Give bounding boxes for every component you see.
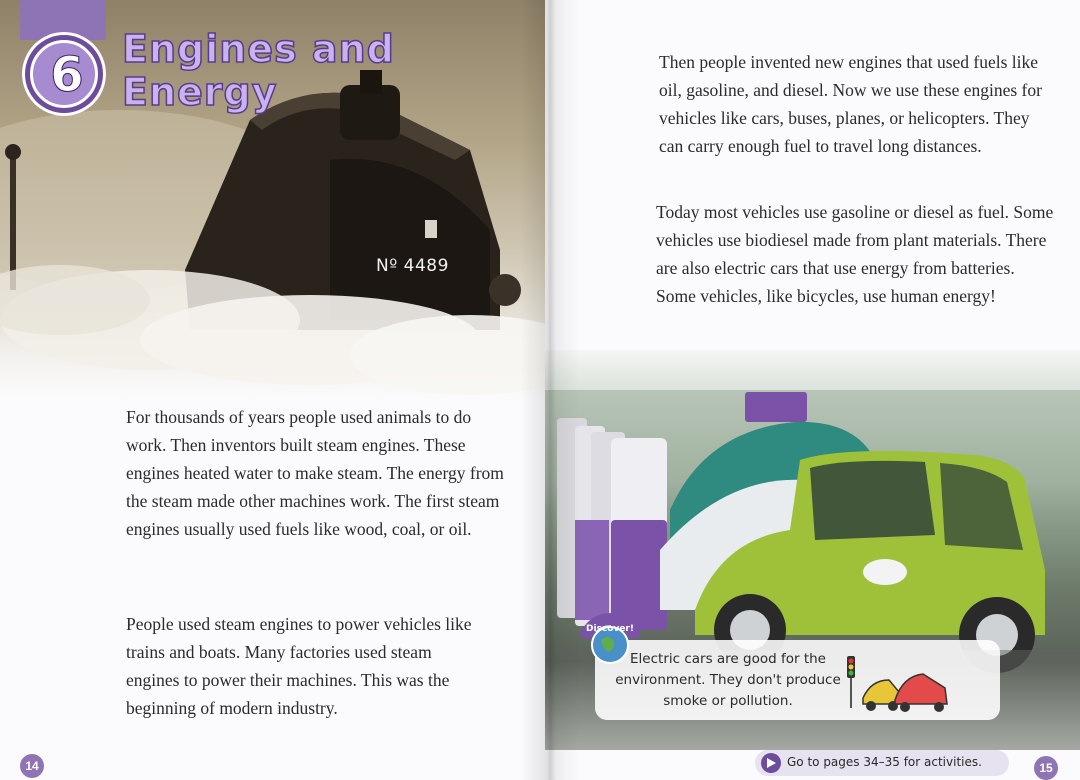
left-paragraph-2: People used steam engines to power vehicles like trains and boats. Many factories used steam engines to power their machines. This was the beginning of modern industry.	[126, 614, 472, 718]
cartoon-cars-traffic-light	[841, 646, 961, 716]
chapter-number: 6	[50, 47, 84, 103]
chapter-number-badge	[22, 32, 106, 116]
page-number-left: 14	[20, 754, 44, 778]
chapter-title: Engines and Energy	[122, 27, 395, 114]
left-paragraph-1: For thousands of years people used animals to do work. Then inventors built steam engines. These engines heated water to make steam. The energy from the steam made other machines work. The first steam engines usually used fuels like wood, coal, or oil.	[126, 407, 504, 539]
discover-text: Electric cars are good for the environment. They don't produce smoke or pollution.	[615, 651, 841, 709]
chapter-number-disc	[30, 40, 98, 108]
right-page	[545, 0, 1080, 780]
arrow-right-icon	[761, 753, 781, 773]
discover-label: Discover!	[586, 624, 634, 634]
activities-link-text: Go to pages 34–35 for activities.	[787, 755, 982, 769]
locomotive-number-plate: Nº 4489	[376, 256, 449, 276]
right-paragraph-2: Today most vehicles use gasoline or diesel as fuel. Some vehicles use biodiesel made from plant materials. There are also electric cars that use energy from batteries. Some vehicles, like bicycles, use human energy!	[656, 202, 1054, 306]
activities-link[interactable]	[755, 750, 1009, 776]
right-paragraph-1: Then people invented new engines that used fuels like oil, gasoline, and diesel. Now we use these engines for vehicles like cars, buses, planes, or helicopters. They can carry enough fuel to travel long distances.	[659, 52, 1042, 156]
page-number-right: 15	[1034, 756, 1058, 780]
